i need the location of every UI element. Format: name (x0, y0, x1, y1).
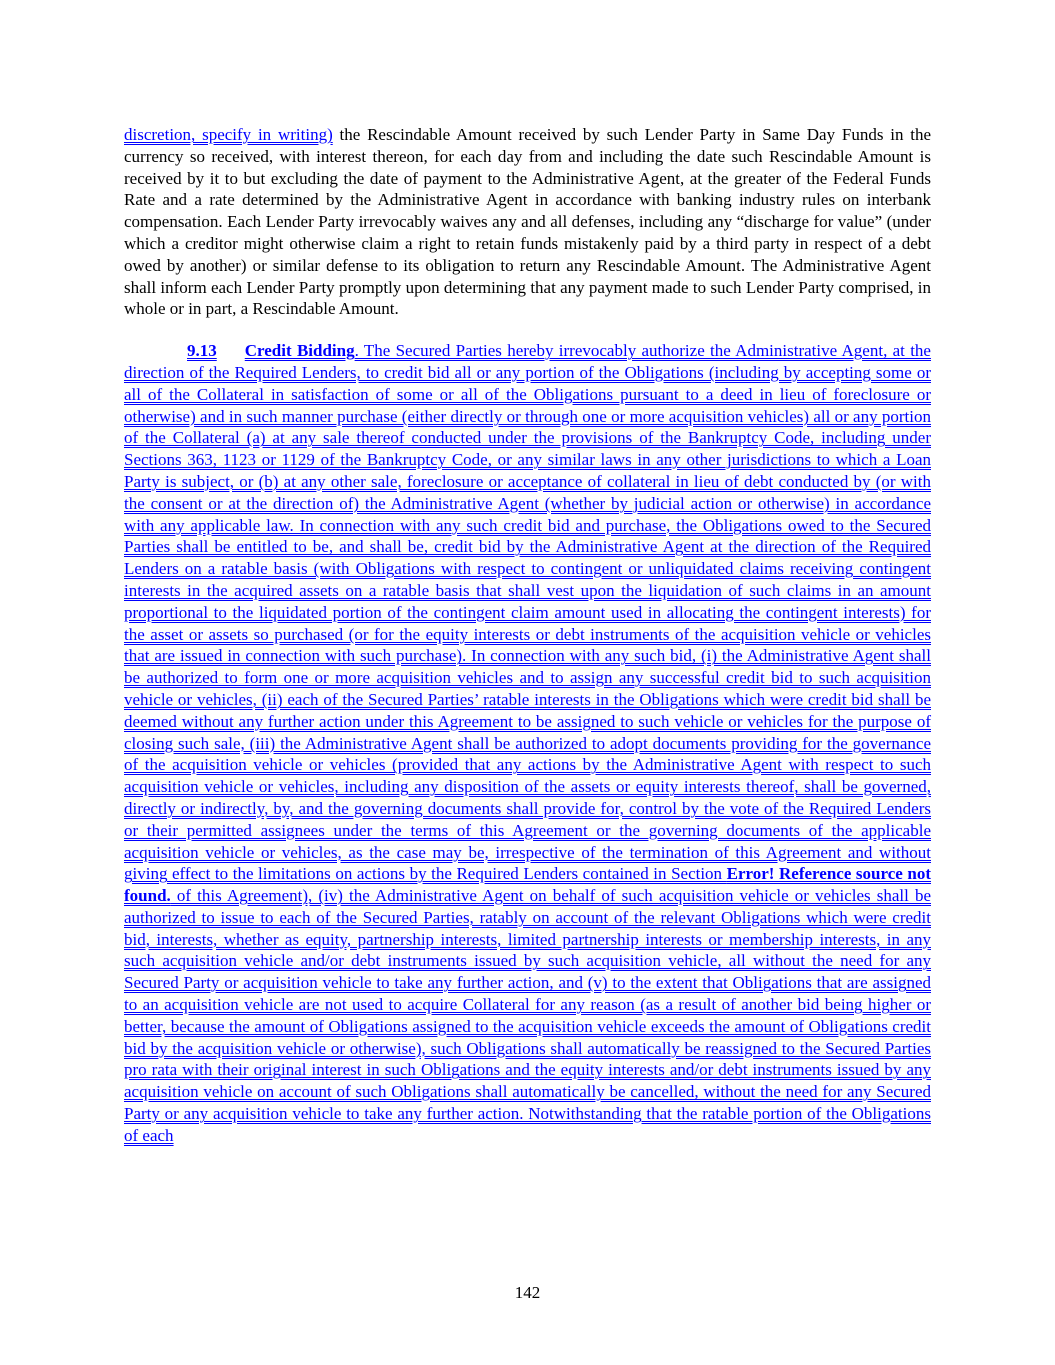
section-heading: Credit Bidding (244, 341, 355, 361)
section-text-part-1: . The Secured Parties hereby irrevocably authorize the Administrative Agent, at the direction of the Required Lenders, to credit bid all or any portion of the Obligations (including by accepting some or all of the Collateral in satisfaction of some or all of the Obligations pursuant to a deed in lieu of foreclosure or otherwise) and in such manner purchase (either directly or through one or more acquisition vehicles) all or any portion of the Collateral (a) at any sale thereof conducted under the provisions of the Bankruptcy Code, including under Sections 363, 1123 or 1129 of the Bankruptcy Code, or any similar laws in any other jurisdictions to which a Loan Party is subject, or (b) at any other sale, foreclosure or acceptance of collateral in lieu of debt conducted by (or with the consent or at the direction of) the Administrative Agent (whether by judicial action or otherwise) in accordance with any applicable law. In connection with any such credit bid and purchase, the Obligations owed to the Secured Parties shall be entitled to be, and shall be, credit bid by the Administrative Agent at the direction of the Required Lenders on a ratable basis (with Obligations with respect to contingent or unliquidated claims receiving contingent interests in the acquired assets on a ratable basis that shall vest upon the liquidation of such claims in an amount proportional to the liquidated portion of the contingent claim amount used in allocating the contingent interests) for the asset or assets so purchased (or for the equity interests or debt instruments of the acquisition vehicle or vehicles that are issued in connection with such purchase). In connection with any such bid, (i) the Administrative Agent shall be authorized to form one or more acquisition vehicles and to assign any successful credit bid to such acquisition vehicle or vehicles, (ii) each of the Secured Parties’ ratable interests in the Obligations which were credit bid shall be deemed without any further action under this Agreement to be assigned to such vehicle or vehicles for the purpose of closing such sale, (iii) the Administrative Agent shall be authorized to adopt documents providing for the governance of the acquisition vehicle or vehicles (provided that any actions by the Administrative Agent with respect to such acquisition vehicle or vehicles, including any disposition of the assets or equity interests thereof, shall be governed, directly or indirectly, by, and the governing documents shall provide for, control by the vote of the Required Lenders or their permitted assignees under the terms of this Agreement or the governing documents of the applicable acquisition vehicle or vehicles, as the case may be, irrespective of the termination of this Agreement and without giving effect to the limitations on actions by the Required Lenders contained in Section (124, 341, 931, 884)
inserted-text-lead: discretion, specify in writing) (124, 125, 333, 144)
page-number: 142 (514, 1283, 541, 1302)
reference-error-field: Error! Reference source not found. (124, 864, 931, 906)
paragraph-text: the Rescindable Amount received by such Lender Party in Same Day Funds in the currency so received, with interest thereon, for each day from and including the date such Rescindable Amount is received by it to but excluding the date of payment to the Administrative Agent, at the greater of the Federal Funds Rate and a rate determined by the Administrative Agent in accordance with banking industry rules on interbank compensation. Each Lender Party irrevocably waives any and all defenses, including any “discharge for value” (under which a creditor might otherwise claim a right to retain funds mistakenly paid by a third party in respect of a debt owed by another) or similar defense to its obligation to return any Rescindable Amount. The Administrative Agent shall inform each Lender Party promptly upon determining that any payment made to such Lender Party comprised, in whole or in part, a Rescindable Amount. (124, 125, 931, 319)
section-number: 9.13 (187, 341, 217, 361)
section-text-part-2: of this Agreement), (iv) the Administrative Agent on behalf of such acquisition vehicle or vehicles shall be authorized to issue to each of the Secured Parties, ratably on account of the relevant Obligations which were credit bid, interests, whether as equity, partnership interests, limited partnership interests or membership interests, in any such acquisition vehicle and/or debt instruments issued by such acquisition vehicle, all without the need for any Secured Party or acquisition vehicle to take any further action, and (v) to the extent that Obligations that are assigned to an acquisition vehicle are not used to acquire Collateral for any reason (as a result of another bid being higher or better, because the amount of Obligations assigned to the acquisition vehicle exceeds the amount of Obligations credit bid by the acquisition vehicle or otherwise), such Obligations shall automatically be reassigned to the Secured Parties pro rata with their original interest in such Obligations and the equity interests and/or debt instruments issued by any acquisition vehicle on account of such Obligations shall automatically be cancelled, without the need for any Secured Party or any acquisition vehicle to take any further action. Notwithstanding that the ratable portion of the Obligations of each (124, 886, 931, 1145)
document-body (124, 124, 931, 1147)
section-9-13-credit-bidding (124, 340, 931, 1146)
paragraph-rescindable-amount (124, 124, 931, 320)
